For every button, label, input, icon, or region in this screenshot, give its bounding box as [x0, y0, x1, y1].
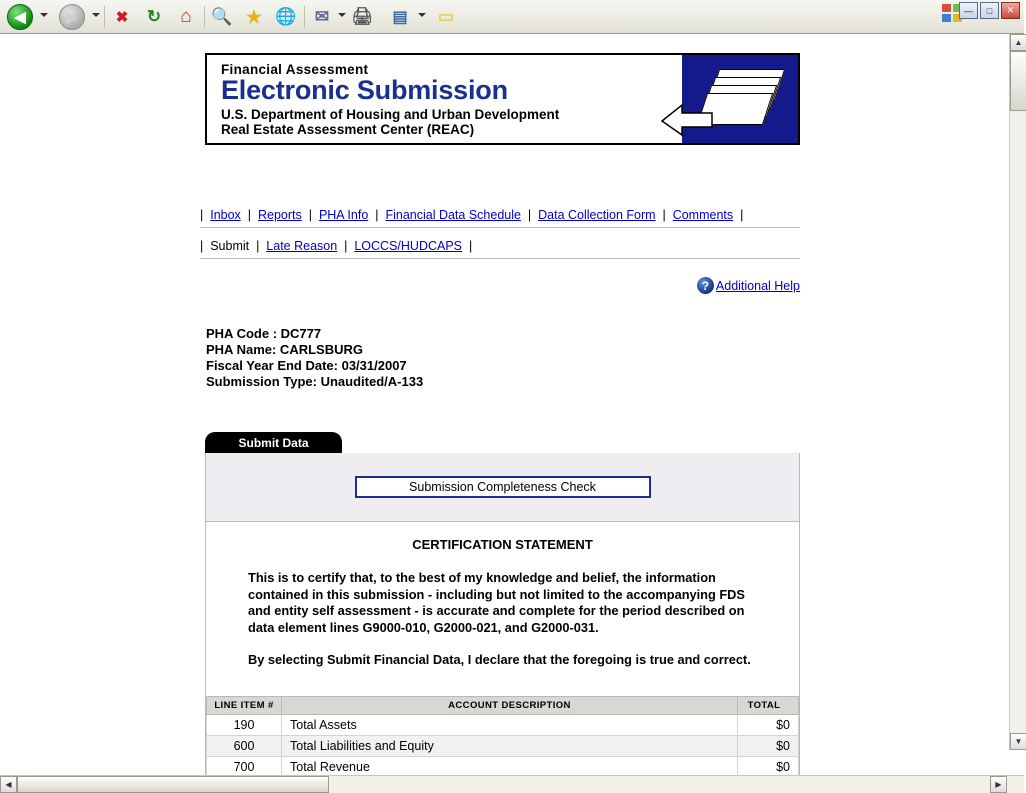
nav-link-comments[interactable]: Comments: [672, 208, 734, 222]
close-button[interactable]: ✕: [1001, 2, 1020, 19]
nav-separator: |: [465, 239, 473, 253]
primary-navigation-row: [200, 208, 800, 228]
additional-help[interactable]: [697, 277, 800, 294]
fiscal-year-end-date: Fiscal Year End Date: 03/31/2007: [206, 358, 407, 373]
nav-item-submit: Submit: [210, 239, 250, 253]
panel-toolbar: [206, 453, 799, 522]
forward-button[interactable]: [58, 3, 86, 31]
pha-name: PHA Name: CARLSBURG: [206, 342, 363, 357]
scroll-right-button[interactable]: ▶: [990, 776, 1007, 793]
mail-button[interactable]: [308, 3, 336, 31]
banner-line-4: Real Estate Assessment Center (REAC): [221, 122, 475, 137]
submission-type: Submission Type: Unaudited/A-133: [206, 374, 424, 389]
favorites-button[interactable]: [240, 3, 268, 31]
horizontal-scrollbar[interactable]: [0, 775, 1024, 793]
table-row: [207, 715, 799, 736]
nav-separator: |: [200, 239, 207, 253]
note-icon: ▭: [437, 7, 455, 26]
certification-paragraph-2: By selecting Submit Financial Data, I declare that the foregoing is true and correct.: [248, 652, 751, 667]
cell-line-item: 190: [207, 715, 282, 736]
column-header-account-description: ACCOUNT DESCRIPTION: [282, 697, 738, 715]
secondary-navigation-row: [200, 239, 800, 259]
documents-logo-icon: [682, 55, 798, 143]
pha-info-block: [206, 326, 423, 390]
search-magnifier-icon: 🔍: [211, 7, 233, 26]
vertical-scrollbar[interactable]: [1009, 34, 1026, 750]
nav-separator: |: [340, 239, 351, 253]
stop-button[interactable]: [108, 3, 136, 31]
cell-total: $0: [738, 715, 799, 736]
nav-link-inbox[interactable]: Inbox: [210, 208, 241, 222]
banner-line-3: U.S. Department of Housing and Urban Development: [221, 107, 560, 122]
mail-envelope-icon: ✉: [314, 7, 330, 26]
forward-arrow-icon: ▶: [59, 4, 85, 30]
scroll-left-button[interactable]: ◀: [0, 776, 17, 793]
nav-separator: |: [524, 208, 535, 222]
submission-completeness-check-button[interactable]: Submission Completeness Check: [355, 476, 651, 498]
nav-link-late-reason[interactable]: Late Reason: [266, 239, 338, 253]
nav-link-loccs-hudcaps[interactable]: LOCCS/HUDCAPS: [354, 239, 463, 253]
history-button[interactable]: [272, 3, 300, 31]
toolbar-divider: [104, 6, 105, 28]
back-dropdown-chevron-icon[interactable]: [40, 13, 48, 17]
vertical-scroll-thumb[interactable]: [1010, 51, 1026, 111]
nav-separator: |: [200, 208, 207, 222]
forward-dropdown-chevron-icon[interactable]: [92, 13, 100, 17]
primary-navigation: [200, 208, 800, 228]
table-header-row: [207, 697, 799, 715]
certification-statement-title: CERTIFICATION STATEMENT: [412, 537, 593, 552]
banner-line-1: Financial Assessment: [221, 62, 369, 77]
back-arrow-icon: ◀: [7, 4, 33, 30]
page-title: Electronic Submission: [221, 75, 508, 105]
secondary-navigation: [200, 239, 800, 259]
nav-separator: |: [659, 208, 670, 222]
cell-account-description: Total Liabilities and Equity: [282, 736, 738, 757]
print-button[interactable]: [348, 3, 376, 31]
cell-account-description: Total Revenue: [282, 757, 738, 778]
column-header-line-item: LINE ITEM #: [207, 697, 282, 715]
cell-total: $0: [738, 757, 799, 778]
toolbar-divider-2: [204, 6, 205, 28]
table-row: [207, 736, 799, 757]
pha-code: PHA Code : DC777: [206, 326, 322, 341]
home-icon: ⌂: [180, 6, 192, 27]
edit-page-icon: ▤: [392, 9, 408, 26]
cell-account-description: Total Assets: [282, 715, 738, 736]
column-header-total: TOTAL: [738, 697, 799, 715]
cell-line-item: 600: [207, 736, 282, 757]
scroll-down-button[interactable]: ▼: [1010, 733, 1026, 750]
page-content: [0, 34, 1007, 774]
tab-submit-data[interactable]: Submit Data: [205, 432, 342, 453]
toolbar-divider-3: [304, 6, 305, 28]
cell-total: $0: [738, 736, 799, 757]
nav-separator: |: [736, 208, 744, 222]
nav-separator: |: [252, 239, 263, 253]
nav-link-pha-info[interactable]: PHA Info: [318, 208, 369, 222]
search-button[interactable]: [208, 3, 236, 31]
refresh-icon: ↻: [146, 7, 162, 26]
window-controls: [959, 2, 1020, 19]
fds-summary-table: [206, 696, 799, 778]
mail-dropdown-chevron-icon[interactable]: [338, 13, 346, 17]
certification-paragraph-1: This is to certify that, to the best of my knowledge and belief, the information contained in this submission - including but not limited to the accompanying FDS and entity self assessment - is accurate and complete for the period described on data element lines G9000-010, G2000-021, and G2000-031.: [248, 570, 745, 635]
arrow-icon: [660, 101, 720, 141]
refresh-button[interactable]: [140, 3, 168, 31]
minimize-button[interactable]: —: [959, 2, 978, 19]
edit-dropdown-chevron-icon[interactable]: [418, 13, 426, 17]
browser-toolbar: [0, 0, 1024, 34]
nav-separator: |: [305, 208, 316, 222]
printer-icon: 🖨: [351, 7, 373, 26]
cell-line-item: 700: [207, 757, 282, 778]
back-button[interactable]: [6, 3, 34, 31]
nav-link-reports[interactable]: Reports: [257, 208, 302, 222]
question-mark-icon: ?: [697, 277, 714, 294]
notes-button[interactable]: [432, 3, 460, 31]
star-icon: ★: [245, 6, 263, 27]
nav-link-data-collection-form[interactable]: Data Collection Form: [538, 208, 656, 222]
horizontal-scroll-thumb[interactable]: [17, 776, 329, 793]
nav-separator: |: [244, 208, 255, 222]
submit-data-panel: [205, 453, 800, 793]
scroll-up-button[interactable]: ▲: [1010, 34, 1026, 51]
nav-separator: |: [371, 208, 382, 222]
additional-help-link[interactable]: Additional Help: [715, 278, 800, 293]
maximize-button[interactable]: □: [980, 2, 999, 19]
edit-button[interactable]: [386, 3, 414, 31]
nav-link-financial-data-schedule[interactable]: Financial Data Schedule: [385, 208, 521, 222]
home-button[interactable]: [172, 3, 200, 31]
stop-x-icon: ✖: [115, 9, 129, 26]
page-banner: [205, 53, 800, 145]
banner-text: [221, 62, 559, 137]
history-globe-icon: 🌐: [275, 7, 297, 26]
